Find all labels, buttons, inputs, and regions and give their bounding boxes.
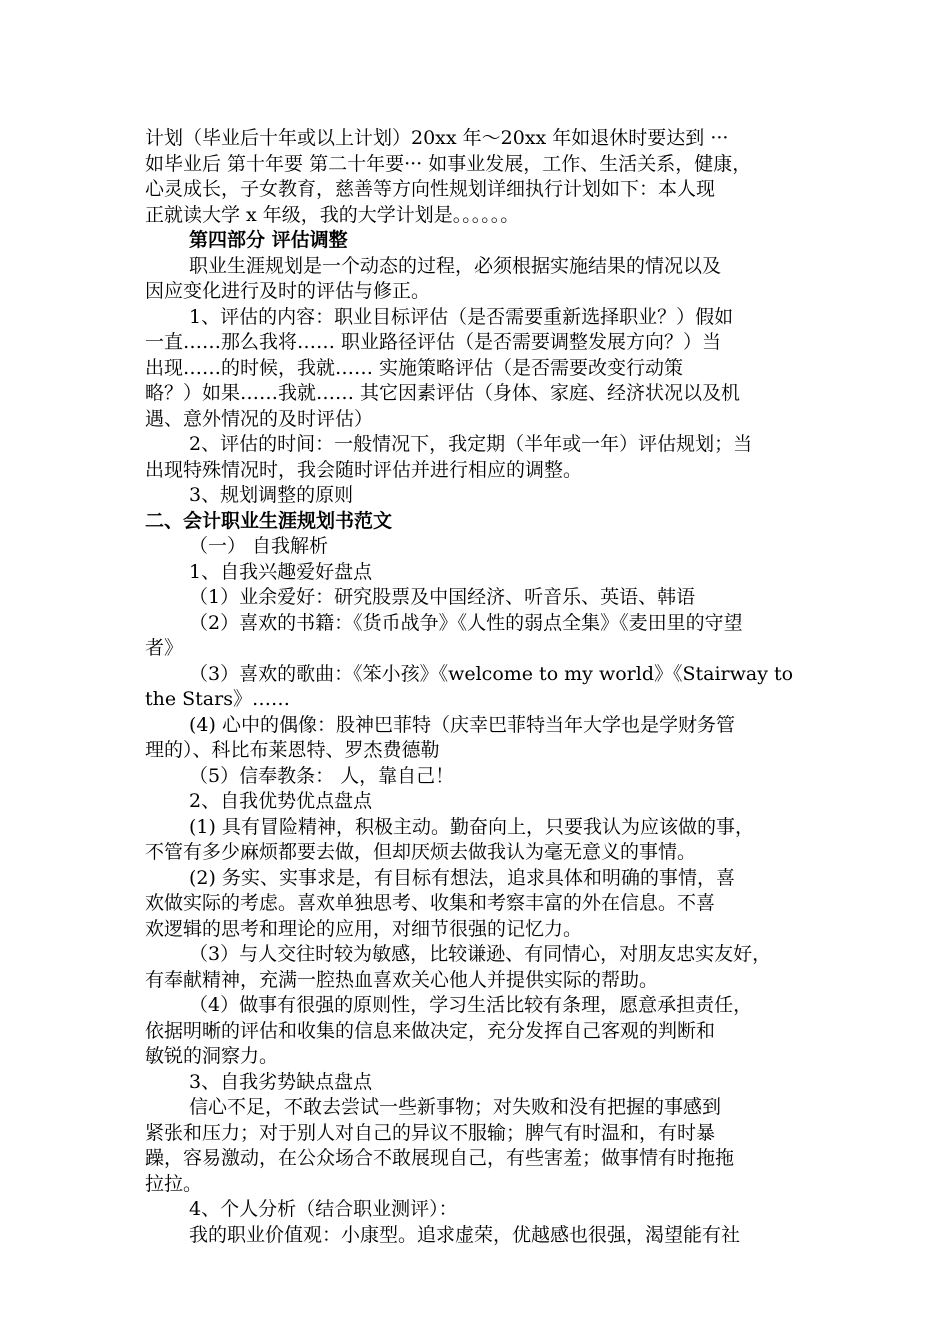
body-line: 1、评估的内容：职业目标评估（是否需要重新选择职业？）假如 (189, 305, 734, 328)
list-item-continued: the Stars》…… (145, 688, 290, 710)
list-item: （5）信奉教条： 人，靠自己！ (189, 764, 455, 787)
list-item-continued: 欢逻辑的思考和理论的应用，对细节很强的记忆力。 (145, 917, 583, 940)
list-item-continued: 欢做实际的考虑。喜欢单独思考、收集和考察丰富的外在信息。不喜 (145, 892, 716, 914)
body-line: 信心不足，不敢去尝试一些新事物；对失败和没有把握的事感到 (189, 1096, 722, 1118)
subsection-heading: （一） 自我解析 (189, 535, 329, 557)
body-line: 计划（毕业后十年或以上计划）20xx 年～20xx 年如退休时要达到 ··· (145, 127, 729, 149)
body-line: 一直……那么我将…… 职业路径评估（是否需要调整发展方向？）当 (145, 331, 722, 353)
body-line: 略？）如果……我就…… 其它因素评估（身体、家庭、经济状况以及机 (145, 382, 741, 404)
body-line: 出现特殊情况时，我会随时评估并进行相应的调整。 (145, 458, 583, 481)
list-item: （1）业余爱好：研究股票及中国经济、听音乐、英语、韩语 (189, 586, 696, 608)
list-item-continued: 不管有多少麻烦都要去做，但却厌烦去做我认为毫无意义的事情。 (145, 841, 697, 863)
body-line: 因应变化进行及时的评估与修正。 (145, 280, 431, 302)
body-line: 如毕业后 第十年要 第二十年要··· 如事业发展，工作、生活关系，健康， (145, 152, 752, 175)
list-item: （3）与人交往时较为敏感，比较谦逊、有同情心，对朋友忠实友好， (189, 943, 772, 965)
body-line: 职业生涯规划是一个动态的过程，必须根据实施结果的情况以及 (189, 254, 722, 277)
list-item: （4）做事有很强的原则性，学习生活比较有条理，愿意承担责任， (189, 994, 753, 1016)
body-line: 躁，容易激动，在公众场合不敢展现自己，有些害羞；做事情有时拖拖 (145, 1147, 735, 1169)
body-line: 遇、意外情况的及时评估） (145, 407, 374, 430)
section-heading: 二、会计职业生涯规划书范文 (145, 509, 393, 532)
list-item: (2) 务实、实事求是，有目标有想法，追求具体和明确的事情，喜 (189, 866, 735, 889)
body-line: 2、评估的时间：一般情况下，我定期（半年或一年）评估规划；当 (189, 433, 753, 455)
list-item-continued: 依据明晰的评估和收集的信息来做决定，充分发挥自己客观的判断和 (145, 1019, 716, 1042)
body-line: 出现……的时候，我就…… 实施策略评估（是否需要改变行动策 (145, 356, 684, 379)
body-line: 拉拉。 (145, 1172, 203, 1195)
list-item-continued: 理的）、科比布莱恩特、罗杰费德勒 (145, 739, 440, 761)
body-line: 4、个人分析（结合职业测评）： (189, 1198, 458, 1220)
list-item: （3）喜欢的歌曲：《笨小孩》《welcome to my world》《Stairway to (189, 662, 794, 685)
body-line: 我的职业价值观：小康型。追求虚荣，优越感也很强，渴望能有社 (189, 1223, 741, 1246)
document-page (145, 126, 809, 1248)
section-heading: 第四部分 评估调整 (189, 229, 348, 251)
body-line: 1、自我兴趣爱好盘点 (189, 560, 373, 583)
body-line: 3、自我劣势缺点盘点 (189, 1070, 373, 1093)
list-item: (4) 心中的偶像：股神巴菲特（庆幸巴菲特当年大学也是学财务管 (189, 713, 735, 736)
body-line: 紧张和压力；对于别人对自己的异议不服输；脾气有时温和，有时暴 (145, 1121, 716, 1144)
list-item: (1) 具有冒险精神，积极主动。勤奋向上，只要我认为应该做的事， (189, 815, 754, 838)
body-line: 正就读大学 x 年级，我的大学计划是。。。。。。 (145, 203, 520, 226)
list-item-continued: 者》 (145, 637, 184, 659)
body-line: 3、规划调整的原则 (189, 484, 354, 506)
list-item: （2）喜欢的书籍：《货币战争》《人性的弱点全集》《麦田里的守望 (189, 611, 743, 634)
list-item-continued: 有奉献精神，充满一腔热血喜欢关心他人并提供实际的帮助。 (145, 968, 659, 991)
body-line: 心灵成长，子女教育，慈善等方向性规划详细执行计划如下：本人现 (145, 178, 716, 200)
list-item-continued: 敏锐的洞察力。 (145, 1045, 279, 1067)
body-line: 2、自我优势优点盘点 (189, 790, 373, 812)
